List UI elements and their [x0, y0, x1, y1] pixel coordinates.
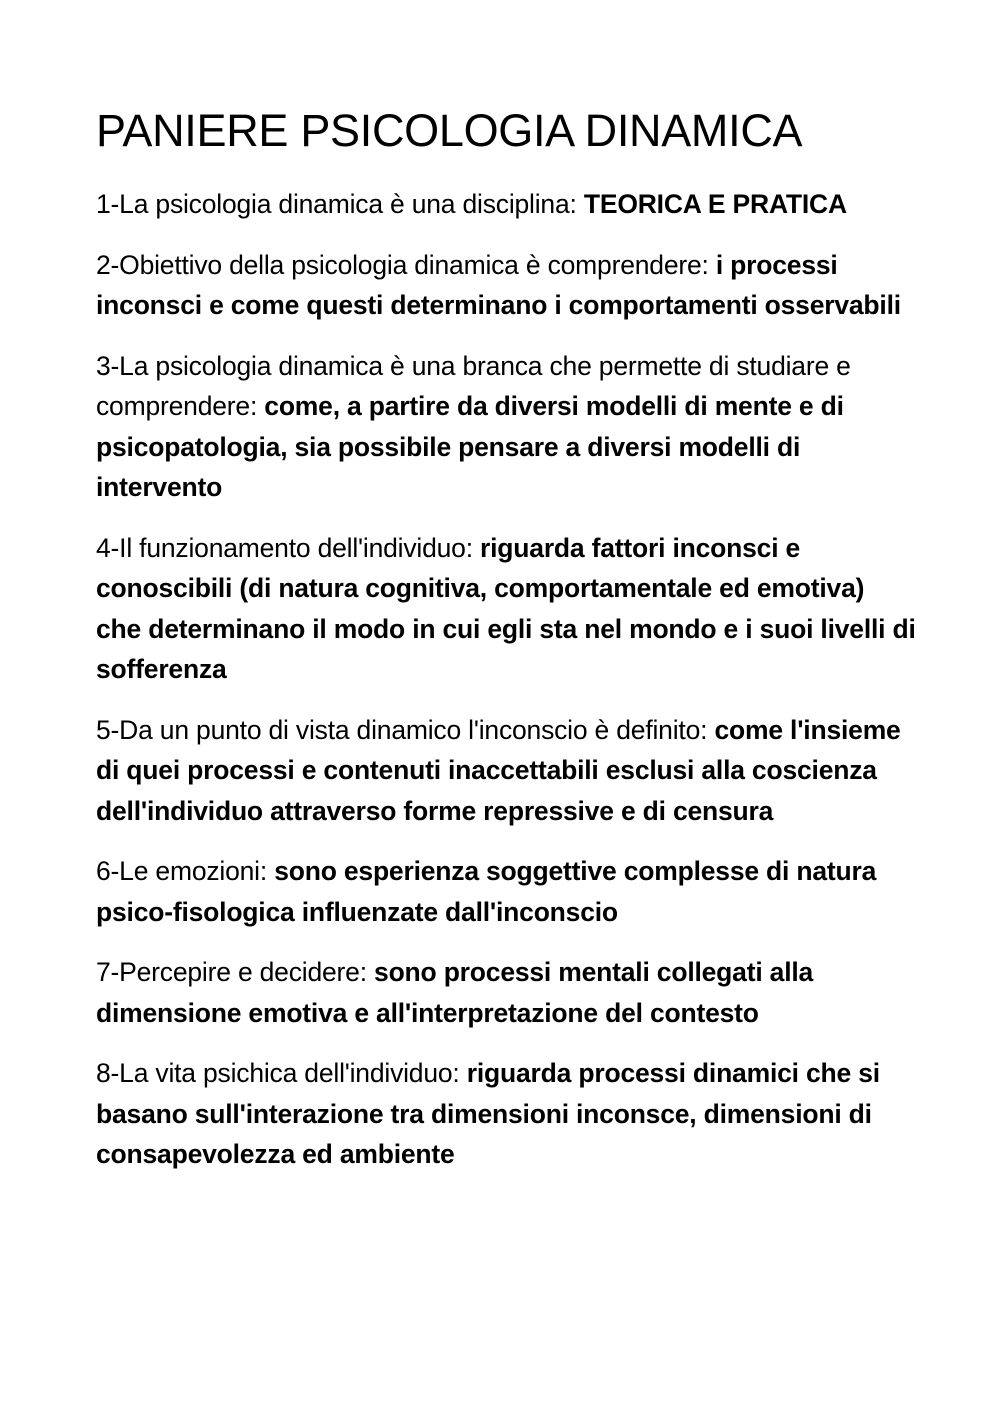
question-item-2 — [96, 245, 916, 326]
question-text: 2-Obiettivo della psicologia dinamica è comprendere: — [96, 249, 709, 280]
question-text: 1-La psicologia dinamica è una disciplina: — [96, 189, 577, 219]
question-item-8 — [96, 1053, 916, 1175]
question-item-3 — [96, 346, 916, 508]
document-title: PANIERE PSICOLOGIA DINAMICA — [96, 105, 803, 156]
answer-text: riguarda processi dinamici che si basano sull'interazione tra dimensioni inconsce, dimensioni di consapevolezza ed ambiente — [96, 1058, 880, 1169]
answer-text: i processi inconsci e come questi determinano i comportamenti osservabili — [96, 249, 901, 320]
question-text: 6-Le emozioni: — [96, 856, 268, 886]
question-item-5 — [96, 710, 916, 832]
answer-text: sono esperienza soggettive complesse di natura psico-fisologica influenzate dall'inconscio — [96, 856, 877, 927]
question-item-1 — [96, 184, 916, 225]
question-text: 5-Da un punto di vista dinamico l'inconscio è definito: — [96, 714, 708, 745]
document-page — [96, 100, 916, 1195]
question-item-7 — [96, 952, 916, 1033]
answer-text: come l'insieme di quei processi e contenuti inaccettabili esclusi alla coscienza dell'individuo attraverso forme repressive e di censura — [96, 714, 901, 826]
question-text: 8-La vita psichica dell'individuo: — [96, 1058, 460, 1088]
question-text: 4-Il funzionamento dell'individuo: — [96, 532, 473, 563]
answer-text: come, a partire da diversi modelli di mente e di psicopatologia, sia possibile pensare a diversi modelli di intervento — [96, 391, 844, 502]
question-text: 7-Percepire e decidere: — [96, 957, 367, 987]
question-text: 3-La psicologia dinamica è una branca che permette di studiare e comprendere: — [96, 350, 851, 421]
question-item-6 — [96, 851, 916, 932]
answer-text: sono processi mentali collegati alla dimensione emotiva e all'interpretazione del contesto — [96, 957, 814, 1028]
answer-text: riguarda fattori inconsci e conoscibili (di natura cognitiva, comportamentale ed emotiva) che determinano il modo in cui egli sta nel mondo e i suoi livelli di sofferenza — [96, 532, 916, 684]
answer-text: TEORICA E PRATICA — [583, 189, 847, 219]
question-item-4 — [96, 528, 916, 690]
